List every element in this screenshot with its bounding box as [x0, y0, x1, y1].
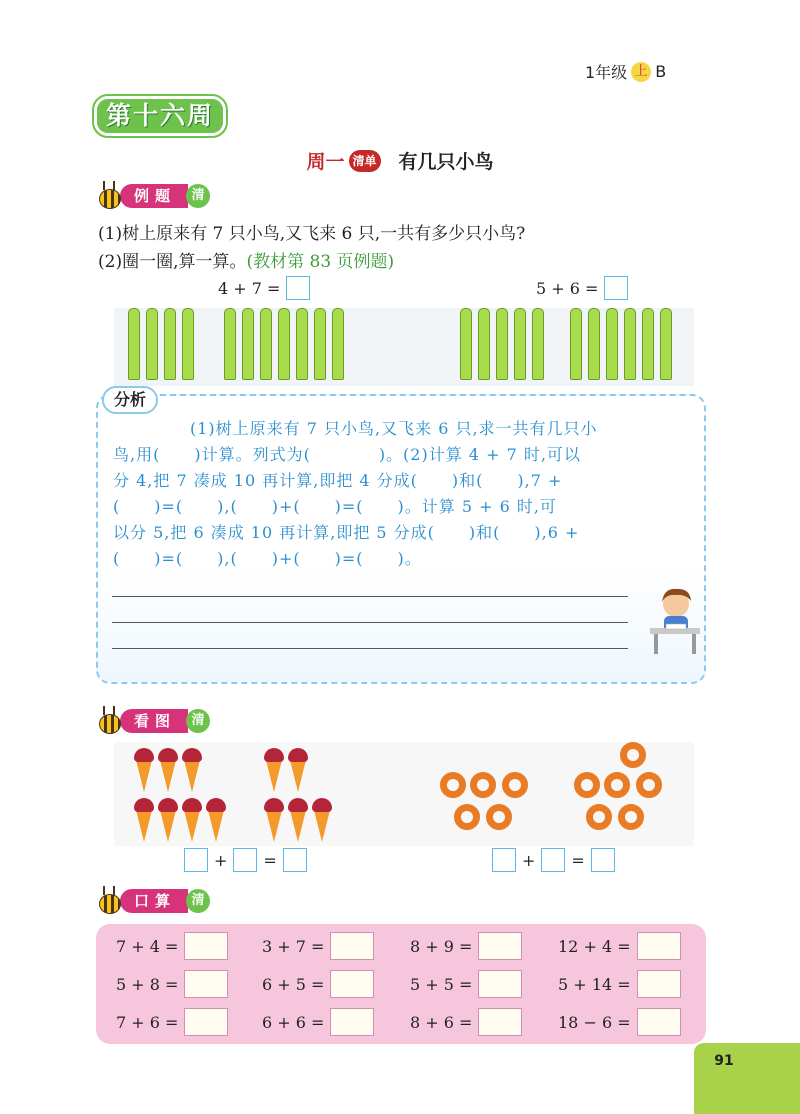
counting-stick	[128, 308, 140, 380]
bee-icon	[94, 886, 124, 916]
ice-cream-cone-icon	[134, 748, 154, 792]
answer-box[interactable]	[233, 848, 257, 872]
donut-icon	[454, 804, 480, 830]
question-2-text: (2)圈一圈,算一算。	[98, 252, 247, 272]
counting-stick	[278, 308, 290, 380]
picture-equation-left	[178, 848, 313, 872]
ice-cream-cone-icon	[264, 798, 284, 842]
calc-item	[262, 932, 374, 960]
writing-line[interactable]	[112, 622, 628, 623]
calc-item	[558, 932, 681, 960]
plus-sign: +	[522, 850, 536, 870]
ice-cream-cone-icon	[288, 748, 308, 792]
counting-stick	[460, 308, 472, 380]
counting-stick	[242, 308, 254, 380]
ice-cream-cone-icon	[206, 798, 226, 842]
donut-icon	[574, 772, 600, 798]
plus-sign: +	[214, 850, 228, 870]
answer-box[interactable]	[591, 848, 615, 872]
counting-stick	[606, 308, 618, 380]
donut-icon	[618, 804, 644, 830]
picture-area	[114, 742, 694, 846]
analysis-line: 分 4,把 7 凑成 10 再计算,即把 4 分成( )和( ),7 +	[113, 471, 563, 490]
example-heading: 例题	[120, 184, 188, 208]
answer-box[interactable]	[478, 932, 522, 960]
grade-semester-badge: 上	[631, 62, 651, 82]
ice-cream-cone-icon	[182, 748, 202, 792]
picture-heading: 看图	[120, 709, 188, 733]
qing-badge: 清	[186, 184, 210, 208]
counting-stick	[496, 308, 508, 380]
calc-item	[410, 970, 522, 998]
donut-icon	[502, 772, 528, 798]
answer-box[interactable]	[637, 970, 681, 998]
counting-stick	[146, 308, 158, 380]
grade-label	[585, 60, 666, 83]
answer-box[interactable]	[330, 1008, 374, 1036]
question-1: (1)树上原来有 7 只小鸟,又飞来 6 只,一共有多少只小鸟?	[98, 224, 526, 244]
counting-stick	[642, 308, 654, 380]
answer-box[interactable]	[184, 970, 228, 998]
counting-stick	[478, 308, 490, 380]
day-badge: 清单	[349, 150, 381, 172]
counting-stick	[624, 308, 636, 380]
donut-icon	[620, 742, 646, 768]
answer-box[interactable]	[184, 848, 208, 872]
counting-stick	[532, 308, 544, 380]
calc-item	[262, 1008, 374, 1036]
writing-line[interactable]	[112, 596, 628, 597]
day-title	[0, 147, 800, 174]
donut-icon	[470, 772, 496, 798]
bee-icon	[94, 181, 124, 211]
counting-sticks-area	[114, 308, 694, 386]
calc-item	[410, 1008, 522, 1036]
ice-cream-cone-icon	[312, 798, 332, 842]
ice-cream-cone-icon	[134, 798, 154, 842]
counting-stick	[314, 308, 326, 380]
analysis-line: 鸟,用( )计算。列式为( )。(2)计算 4 + 7 时,可以	[113, 445, 581, 464]
formula-4-plus-7	[218, 276, 310, 300]
answer-box[interactable]	[478, 970, 522, 998]
ice-cream-cone-icon	[288, 798, 308, 842]
lesson-topic: 有几只小鸟	[398, 151, 494, 173]
qing-badge: 清	[186, 709, 210, 733]
ice-cream-cone-icon	[158, 798, 178, 842]
day-label: 周一	[306, 151, 345, 173]
calc-expression: 3 + 7 =	[262, 936, 325, 956]
calc-item	[116, 970, 228, 998]
analysis-line: ( )=( ),( )+( )=( )。	[113, 549, 422, 568]
answer-box[interactable]	[637, 1008, 681, 1036]
week-title: 第十六周	[94, 96, 226, 136]
ice-cream-cone-icon	[182, 798, 202, 842]
calc-expression: 12 + 4 =	[558, 936, 631, 956]
calc-expression: 5 + 8 =	[116, 974, 179, 994]
bee-icon	[94, 706, 124, 736]
donut-icon	[604, 772, 630, 798]
counting-stick	[296, 308, 308, 380]
calc-expression: 5 + 14 =	[558, 974, 631, 994]
picture-equation-right	[486, 848, 621, 872]
question-2	[98, 247, 394, 272]
answer-box[interactable]	[492, 848, 516, 872]
answer-box[interactable]	[286, 276, 310, 300]
counting-stick	[164, 308, 176, 380]
answer-box[interactable]	[330, 970, 374, 998]
counting-stick	[514, 308, 526, 380]
equals-sign: =	[571, 850, 585, 870]
answer-box[interactable]	[478, 1008, 522, 1036]
analysis-tag: 分析	[102, 386, 158, 414]
donut-icon	[440, 772, 466, 798]
donut-icon	[636, 772, 662, 798]
oral-calc-heading: 口算	[120, 889, 188, 913]
equals-sign: =	[263, 850, 277, 870]
calc-expression: 7 + 6 =	[116, 1012, 179, 1032]
answer-box[interactable]	[184, 1008, 228, 1036]
counting-stick	[660, 308, 672, 380]
answer-box[interactable]	[604, 276, 628, 300]
calc-expression: 7 + 4 =	[116, 936, 179, 956]
answer-box[interactable]	[541, 848, 565, 872]
calc-expression: 5 + 5 =	[410, 974, 473, 994]
grade-prefix: 1年级	[585, 63, 628, 82]
formula-text: 4 + 7 =	[218, 278, 281, 298]
counting-stick	[570, 308, 582, 380]
qing-badge: 清	[186, 889, 210, 913]
donut-icon	[486, 804, 512, 830]
textbook-reference: (教材第 83 页例题)	[246, 252, 395, 272]
calc-expression: 6 + 5 =	[262, 974, 325, 994]
grade-suffix: B	[655, 62, 667, 81]
donut-icon	[586, 804, 612, 830]
ice-cream-cone-icon	[158, 748, 178, 792]
calc-item	[558, 970, 681, 998]
formula-5-plus-6	[536, 276, 628, 300]
answer-box[interactable]	[330, 932, 374, 960]
ice-cream-cone-icon	[264, 748, 284, 792]
writing-line[interactable]	[112, 648, 628, 649]
calc-expression: 8 + 6 =	[410, 1012, 473, 1032]
picture-section-header	[94, 706, 210, 736]
counting-stick	[260, 308, 272, 380]
analysis-line: 以分 5,把 6 凑成 10 再计算,即把 5 分成( )和( ),6 +	[113, 523, 580, 542]
counting-stick	[224, 308, 236, 380]
calc-expression: 8 + 9 =	[410, 936, 473, 956]
analysis-line: ( )=( ),( )+( )=( )。计算 5 + 6 时,可	[113, 497, 557, 516]
answer-box[interactable]	[184, 932, 228, 960]
answer-box[interactable]	[637, 932, 681, 960]
calc-item	[410, 932, 522, 960]
counting-stick	[588, 308, 600, 380]
calc-item	[558, 1008, 681, 1036]
student-at-desk-illustration	[646, 584, 704, 656]
example-section-header	[94, 181, 210, 211]
formula-text: 5 + 6 =	[536, 278, 599, 298]
analysis-line: (1)树上原来有 7 只小鸟,又飞来 6 只,求一共有几只小	[190, 419, 598, 438]
calc-expression: 18 − 6 =	[558, 1012, 631, 1032]
counting-stick	[182, 308, 194, 380]
oral-calc-section-header	[94, 886, 210, 916]
calc-item	[116, 1008, 228, 1036]
counting-stick	[332, 308, 344, 380]
answer-box[interactable]	[283, 848, 307, 872]
calc-expression: 6 + 6 =	[262, 1012, 325, 1032]
page-number: 91	[694, 1043, 754, 1079]
calc-item	[262, 970, 374, 998]
calc-item	[116, 932, 228, 960]
